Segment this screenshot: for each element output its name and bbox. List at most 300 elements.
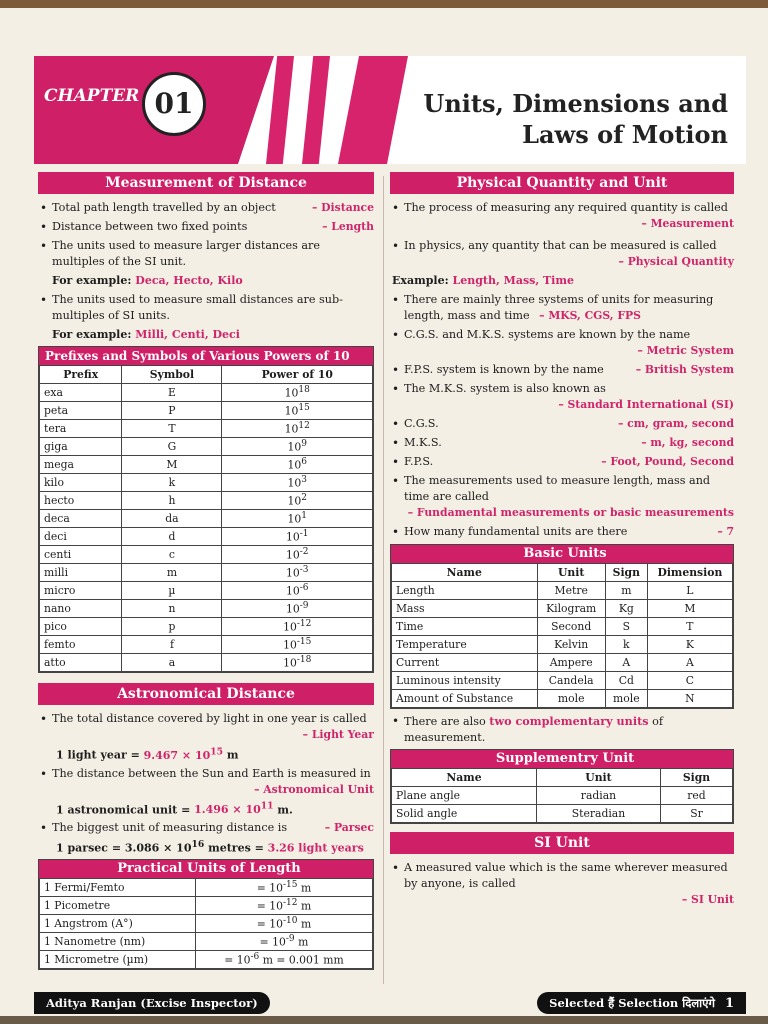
table-row xyxy=(392,805,733,823)
sign-cell: A xyxy=(605,654,647,672)
answer: – Light Year xyxy=(302,728,374,741)
table-row xyxy=(40,492,373,510)
table-row xyxy=(392,636,733,654)
table-row xyxy=(40,510,373,528)
basic-units-table xyxy=(390,544,734,709)
power-cell xyxy=(222,384,373,402)
answer: • – m, kg, second xyxy=(641,436,734,449)
symbol-cell: M xyxy=(122,456,222,474)
unit-name-cell: 1 Picometre xyxy=(40,896,196,914)
power-cell xyxy=(222,600,373,618)
bullet-list xyxy=(38,711,374,743)
power-cell xyxy=(222,546,373,564)
unit-cell: radian xyxy=(536,787,660,805)
prefix-cell: exa xyxy=(40,384,122,402)
bullet-list xyxy=(390,713,734,746)
formula-mid: metres = xyxy=(204,841,268,855)
dimension-cell: C xyxy=(647,672,732,690)
prefix-cell: centi xyxy=(40,546,122,564)
symbol-cell: f xyxy=(122,636,222,654)
power-cell xyxy=(222,618,373,636)
table xyxy=(39,878,373,969)
power-exponent: 12 xyxy=(298,421,310,432)
answer: – Standard International (SI) xyxy=(558,398,734,411)
dimension-cell: M xyxy=(647,600,732,618)
dimension-cell: K xyxy=(647,636,732,654)
table-row xyxy=(40,914,373,932)
unit-cell: Candela xyxy=(537,672,605,690)
unit-cell: Ampere xyxy=(537,654,605,672)
name-cell: Plane angle xyxy=(392,787,537,805)
power-exponent: -12 xyxy=(283,898,298,909)
column-divider xyxy=(383,176,384,984)
prefix-cell: atto xyxy=(40,654,122,672)
power-exponent: -18 xyxy=(296,655,312,666)
dimension-cell: L xyxy=(647,582,732,600)
section-heading: Astronomical Distance xyxy=(38,683,374,705)
symbol-cell: m xyxy=(122,564,222,582)
table-row xyxy=(40,878,373,896)
bullet-list xyxy=(38,820,374,836)
power-cell xyxy=(222,474,373,492)
prefix-cell: pico xyxy=(40,618,122,636)
formula-exponent: 15 xyxy=(210,746,224,757)
bullet-text: F.P.S. system is known by the name xyxy=(404,363,604,376)
column-header: Sign xyxy=(605,564,647,582)
power-base: 10 xyxy=(287,440,302,454)
column-header: Name xyxy=(392,564,538,582)
unit-cell: Kilogram xyxy=(537,600,605,618)
formula-unit: m. xyxy=(273,803,293,817)
list-item xyxy=(390,454,734,470)
formula-value: 3.26 light years xyxy=(267,841,364,855)
example-line xyxy=(52,273,374,288)
power-exponent: -6 xyxy=(299,583,309,594)
formula-lhs: 1 parsec = 3.086 × 10 xyxy=(56,841,192,855)
dimension-cell: A xyxy=(647,654,732,672)
table-row xyxy=(392,787,733,805)
footer-tagline-text: Selected हैं Selection दिलाएंगे xyxy=(549,996,715,1010)
page-top-edge xyxy=(0,0,768,8)
power-cell xyxy=(222,456,373,474)
table-row xyxy=(40,618,373,636)
list-item xyxy=(38,711,374,743)
power-unit: m xyxy=(294,935,309,949)
list-item xyxy=(38,238,374,270)
table-row xyxy=(40,402,373,420)
power-base: = 10 xyxy=(256,899,284,913)
prefix-cell: kilo xyxy=(40,474,122,492)
power-exponent: 18 xyxy=(298,385,310,396)
unit-value-cell xyxy=(195,896,372,914)
answer: – Physical Quantity xyxy=(618,255,734,268)
example-label: Example: xyxy=(392,274,449,287)
power-base: = 10 xyxy=(224,953,251,967)
list-item xyxy=(390,473,734,521)
unit-value-cell xyxy=(195,932,372,950)
unit-cell: Kelvin xyxy=(537,636,605,654)
bullet-text: M.K.S. xyxy=(404,436,442,449)
power-exponent: 3 xyxy=(301,475,307,486)
symbol-cell: h xyxy=(122,492,222,510)
table-row xyxy=(40,636,373,654)
table-caption: Prefixes and Symbols of Various Powers of 10 xyxy=(39,347,373,365)
unit-value-cell xyxy=(195,914,372,932)
table-row xyxy=(40,600,373,618)
answer: • – Parsec xyxy=(324,821,374,835)
list-item xyxy=(390,713,734,746)
table-row xyxy=(40,546,373,564)
power-exponent: 9 xyxy=(301,439,307,450)
power-base: 10 xyxy=(285,602,300,616)
table-row xyxy=(40,456,373,474)
unit-cell: Metre xyxy=(537,582,605,600)
table-row xyxy=(40,438,373,456)
answer: – SI Unit xyxy=(681,893,734,906)
table-row xyxy=(392,600,733,618)
prefix-cell: deci xyxy=(40,528,122,546)
power-exponent: -15 xyxy=(283,880,298,891)
symbol-cell: µ xyxy=(122,582,222,600)
power-base: = 10 xyxy=(259,935,286,949)
example-label: For example: xyxy=(52,328,132,341)
name-cell: Current xyxy=(392,654,538,672)
symbol-cell: d xyxy=(122,528,222,546)
header-stripe xyxy=(266,56,294,164)
table xyxy=(391,563,733,708)
footer-tagline xyxy=(537,992,746,1014)
power-cell xyxy=(222,654,373,672)
table xyxy=(39,365,373,672)
bullet-text: The biggest unit of measuring distance is xyxy=(52,821,288,835)
power-base: 10 xyxy=(285,584,300,598)
answer: – MKS, CGS, FPS xyxy=(539,309,641,322)
page-footer xyxy=(34,992,746,1014)
column-header: Power of 10 xyxy=(222,366,373,384)
bullet-text: The process of measuring any required quantity is called xyxy=(404,201,728,214)
list-item xyxy=(390,435,734,451)
table-row xyxy=(40,420,373,438)
power-base: 10 xyxy=(285,548,300,562)
name-cell: Luminous intensity xyxy=(392,672,538,690)
header-stripe xyxy=(302,56,330,164)
power-exponent: -10 xyxy=(283,916,298,927)
formula-exponent: 16 xyxy=(191,839,205,851)
power-cell xyxy=(222,492,373,510)
note-highlight: two complementary units xyxy=(489,714,649,728)
bullet-text: The distance between the Sun and Earth is measured in xyxy=(52,766,371,780)
formula xyxy=(56,746,374,762)
symbol-cell: p xyxy=(122,618,222,636)
formula-exponent: 11 xyxy=(260,800,274,812)
table-row xyxy=(392,672,733,690)
sign-cell: k xyxy=(605,636,647,654)
chapter-title-line: Laws of Motion xyxy=(522,120,728,149)
symbol-cell: a xyxy=(122,654,222,672)
table-caption: Supplementry Unit xyxy=(391,750,733,768)
symbol-cell: da xyxy=(122,510,222,528)
bullet-list xyxy=(390,200,734,270)
power-cell xyxy=(222,636,373,654)
power-exponent: 6 xyxy=(301,457,307,468)
power-base: 10 xyxy=(284,422,299,436)
bullet-text: How many fundamental units are there xyxy=(404,525,628,538)
bullet-text: C.G.S. xyxy=(404,417,439,430)
prefix-cell: giga xyxy=(40,438,122,456)
column-header: Name xyxy=(392,769,537,787)
name-cell: Solid angle xyxy=(392,805,537,823)
chapter-title xyxy=(423,88,728,150)
power-unit: m xyxy=(297,899,312,913)
page-bottom-edge xyxy=(0,1016,768,1024)
table-row xyxy=(40,654,373,672)
list-item xyxy=(38,200,374,216)
answer: • – Length xyxy=(322,220,374,233)
example-value: Length, Mass, Time xyxy=(452,274,574,287)
list-item xyxy=(390,524,734,540)
list-item xyxy=(390,327,734,359)
answer: – Fundamental measurements or basic measurements xyxy=(407,506,734,519)
table-row xyxy=(40,564,373,582)
answer: • – Foot, Pound, Second xyxy=(601,455,734,468)
power-base: 10 xyxy=(287,512,302,526)
power-base: 10 xyxy=(284,386,299,400)
answer: – Metric System xyxy=(637,344,734,357)
power-cell xyxy=(222,528,373,546)
bullet-text: Distance between two fixed points xyxy=(52,220,248,233)
bullet-list xyxy=(38,766,374,798)
name-cell: Amount of Substance xyxy=(392,690,538,708)
header-stripe xyxy=(338,56,408,164)
power-base: 10 xyxy=(287,476,302,490)
table xyxy=(391,768,733,823)
power-base: 10 xyxy=(287,458,302,472)
list-item xyxy=(38,219,374,235)
sign-cell: S xyxy=(605,618,647,636)
power-base: = 10 xyxy=(256,881,284,895)
power-exponent: -9 xyxy=(299,601,309,612)
formula-value xyxy=(143,746,224,762)
answer: – Measurement xyxy=(641,217,734,230)
unit-cell: Steradian xyxy=(536,805,660,823)
symbol-cell: T xyxy=(122,420,222,438)
power-exponent: -15 xyxy=(296,637,312,648)
bullet-text: Total path length travelled by an object xyxy=(52,201,276,214)
dimension-cell: T xyxy=(647,618,732,636)
power-exponent: -12 xyxy=(296,619,312,630)
unit-name-cell: 1 Angstrom (A°) xyxy=(40,914,196,932)
unit-cell: mole xyxy=(537,690,605,708)
section-heading: Measurement of Distance xyxy=(38,172,374,194)
formula-base: 9.467 × 10 xyxy=(143,748,211,762)
table-row xyxy=(40,384,373,402)
unit-name-cell: 1 Fermi/Femto xyxy=(40,878,196,896)
bullet-list xyxy=(38,292,374,324)
list-item xyxy=(390,200,734,232)
table-row xyxy=(40,528,373,546)
chapter-label: CHAPTER xyxy=(44,86,140,106)
practical-units-table xyxy=(38,859,374,970)
chapter-header xyxy=(34,56,746,164)
bullet-text: The M.K.S. system is also known as xyxy=(404,382,606,395)
list-item xyxy=(390,381,734,413)
bullet-list xyxy=(390,292,734,540)
sign-cell: Sr xyxy=(660,805,732,823)
formula-lhs: 1 astronomical unit = xyxy=(56,803,195,817)
table-row xyxy=(392,582,733,600)
right-column xyxy=(390,170,734,911)
symbol-cell: k xyxy=(122,474,222,492)
example-value: Deca, Hecto, Kilo xyxy=(135,274,243,287)
table-row xyxy=(40,474,373,492)
power-base: 10 xyxy=(285,530,300,544)
table-row xyxy=(392,690,733,708)
table-row xyxy=(40,582,373,600)
power-cell xyxy=(222,438,373,456)
sign-cell: Cd xyxy=(605,672,647,690)
book-page xyxy=(34,56,746,1016)
prefix-cell: mega xyxy=(40,456,122,474)
power-base: 10 xyxy=(285,566,300,580)
power-cell xyxy=(222,402,373,420)
sign-cell: mole xyxy=(605,690,647,708)
power-base: 10 xyxy=(283,638,297,652)
column-header: Prefix xyxy=(40,366,122,384)
supplementary-table xyxy=(390,749,734,824)
prefix-cell: micro xyxy=(40,582,122,600)
power-cell xyxy=(222,510,373,528)
power-exponent: 15 xyxy=(298,403,310,414)
power-exponent: 2 xyxy=(301,493,307,504)
power-unit: m xyxy=(297,917,312,931)
page-number: 1 xyxy=(724,996,734,1011)
chapter-number: 01 xyxy=(142,72,206,136)
example-value: Milli, Centi, Deci xyxy=(135,328,240,341)
bullet-text: F.P.S. xyxy=(404,455,434,468)
symbol-cell: G xyxy=(122,438,222,456)
section-heading: Physical Quantity and Unit xyxy=(390,172,734,194)
note-text: There are also xyxy=(404,715,490,728)
formula xyxy=(56,801,374,817)
table-row xyxy=(40,932,373,950)
power-base: 10 xyxy=(283,620,297,634)
prefix-cell: milli xyxy=(40,564,122,582)
list-item xyxy=(38,292,374,324)
footer-author: Aditya Ranjan (Excise Inspector) xyxy=(34,992,270,1014)
answer: • – cm, gram, second xyxy=(618,417,734,430)
power-base: 10 xyxy=(284,404,299,418)
prefix-table xyxy=(38,346,374,673)
table-row xyxy=(392,654,733,672)
bullet-text: The measurements used to measure length, mass and time are called xyxy=(404,474,711,503)
formula xyxy=(56,839,374,855)
answer: • – 7 xyxy=(717,525,734,538)
list-item xyxy=(390,292,734,324)
formula-unit: m xyxy=(223,748,239,762)
prefix-cell: peta xyxy=(40,402,122,420)
name-cell: Temperature xyxy=(392,636,538,654)
power-exponent: -2 xyxy=(299,547,309,558)
prefix-cell: hecto xyxy=(40,492,122,510)
formula-base: 1.496 × 10 xyxy=(194,803,261,817)
answer: • – British System xyxy=(635,363,734,376)
table-caption: Basic Units xyxy=(391,545,733,563)
column-header: Dimension xyxy=(647,564,732,582)
name-cell: Mass xyxy=(392,600,538,618)
symbol-cell: E xyxy=(122,384,222,402)
symbol-cell: c xyxy=(122,546,222,564)
power-exponent: -1 xyxy=(299,529,309,540)
bullet-text: The total distance covered by light in one year is called xyxy=(52,712,367,725)
column-header: Unit xyxy=(537,564,605,582)
list-item xyxy=(390,860,734,908)
bullet-text: C.G.S. and M.K.S. systems are known by the name xyxy=(404,328,691,341)
power-exponent: 1 xyxy=(301,511,307,522)
prefix-cell: femto xyxy=(40,636,122,654)
answer: – Astronomical Unit xyxy=(254,782,374,796)
power-exponent: -9 xyxy=(285,934,295,945)
column-header: Unit xyxy=(536,769,660,787)
power-exponent: -3 xyxy=(299,565,309,576)
sign-cell: Kg xyxy=(605,600,647,618)
power-cell xyxy=(222,564,373,582)
example-line xyxy=(52,327,374,342)
column-header: Symbol xyxy=(122,366,222,384)
list-item xyxy=(38,820,374,836)
unit-value-cell xyxy=(195,878,372,896)
section-heading: SI Unit xyxy=(390,832,734,854)
formula-lhs: 1 light year = xyxy=(56,748,144,762)
list-item xyxy=(390,362,734,378)
note-text: of measurement. xyxy=(404,715,663,744)
list-item xyxy=(390,238,734,270)
bullet-text: The units used to measure small distances are sub-multiples of SI units. xyxy=(52,293,343,322)
dimension-cell: N xyxy=(647,690,732,708)
power-base: 10 xyxy=(283,656,297,670)
power-unit: m = 0.001 mm xyxy=(259,953,344,967)
power-unit: m xyxy=(297,881,312,895)
column-header: Sign xyxy=(660,769,732,787)
power-base: 10 xyxy=(287,494,302,508)
bullet-text: There are mainly three systems of units for measuring length, mass and time xyxy=(404,293,714,322)
answer: • – Distance xyxy=(312,201,374,214)
table-row xyxy=(40,896,373,914)
bullet-text: A measured value which is the same wherever measured by anyone, is called xyxy=(404,861,728,890)
formula-value xyxy=(194,800,274,817)
symbol-cell: n xyxy=(122,600,222,618)
chapter-title-line: Units, Dimensions and xyxy=(423,89,728,118)
table-caption: Practical Units of Length xyxy=(39,860,373,878)
bullet-list xyxy=(390,860,734,908)
left-column xyxy=(38,170,374,970)
unit-value-cell xyxy=(195,950,372,968)
power-exponent: -6 xyxy=(250,952,260,963)
prefix-cell: tera xyxy=(40,420,122,438)
name-cell: Time xyxy=(392,618,538,636)
unit-cell: Second xyxy=(537,618,605,636)
power-base: = 10 xyxy=(256,917,284,931)
bullet-text: The units used to measure larger distances are multiples of the SI unit. xyxy=(52,239,321,268)
unit-name-cell: 1 Nanometre (nm) xyxy=(40,932,196,950)
symbol-cell: P xyxy=(122,402,222,420)
prefix-cell: nano xyxy=(40,600,122,618)
table-row xyxy=(392,618,733,636)
bullet-list xyxy=(38,200,374,270)
list-item xyxy=(38,766,374,798)
power-cell xyxy=(222,420,373,438)
example-line xyxy=(392,273,734,288)
table-row xyxy=(40,950,373,968)
